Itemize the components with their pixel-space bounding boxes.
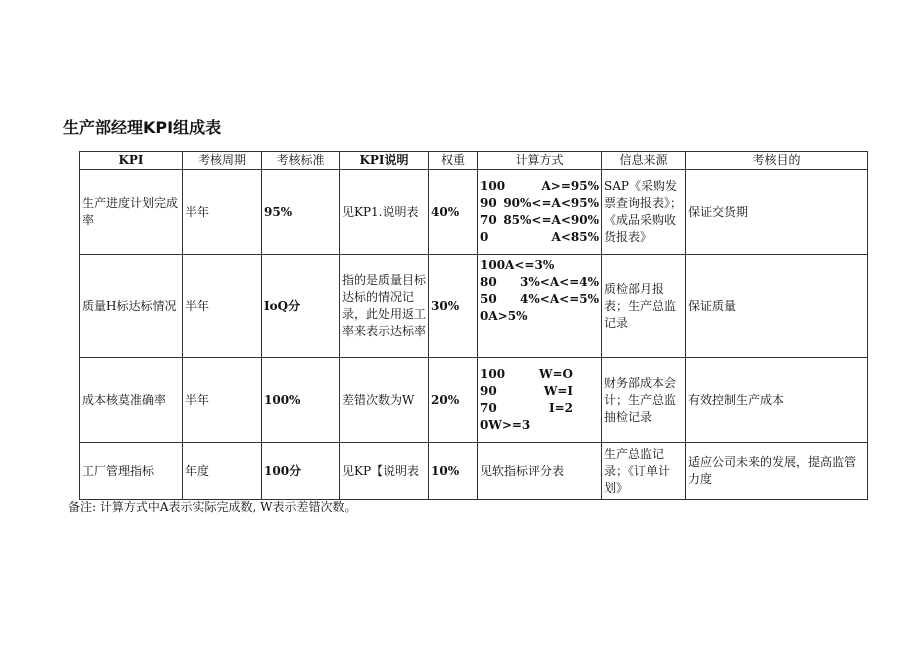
calc-line: 70 I=2 xyxy=(480,401,573,415)
kpi-table xyxy=(79,151,868,500)
kpi-name: 质量H标达标情况 xyxy=(80,255,183,358)
kpi-calc xyxy=(478,358,602,443)
kpi-weight: 10% xyxy=(429,443,478,500)
kpi-source: SAP《采购发票查询报表》；《成品采购收货报表》 xyxy=(602,170,686,255)
kpi-name: 生产进度计划完成率 xyxy=(80,170,183,255)
kpi-purpose: 有效控制生产成本 xyxy=(686,358,868,443)
kpi-desc: 见KP【说明表 xyxy=(340,443,429,500)
header-desc: KPI说明 xyxy=(340,152,429,170)
calc-line: 90 W=I xyxy=(480,384,573,398)
kpi-period: 半年 xyxy=(183,358,262,443)
kpi-standard: IoQ分 xyxy=(262,255,340,358)
calc-line: 100 A>=95% xyxy=(480,179,599,193)
header-weight: 权重 xyxy=(429,152,478,170)
kpi-calc xyxy=(478,170,602,255)
kpi-standard: 100分 xyxy=(262,443,340,500)
calc-line: 70 85%<=A<90% xyxy=(480,213,599,227)
table-row xyxy=(80,255,868,358)
kpi-source: 生产总监记录；《订单计划》 xyxy=(602,443,686,500)
calc-line: 80 3%<A<=4% xyxy=(480,275,599,289)
kpi-standard: 100% xyxy=(262,358,340,443)
kpi-name: 工厂管理指标 xyxy=(80,443,183,500)
table-row xyxy=(80,170,868,255)
kpi-weight: 20% xyxy=(429,358,478,443)
header-purpose: 考核目的 xyxy=(686,152,868,170)
kpi-weight: 40% xyxy=(429,170,478,255)
calc-line: 90 90%<=A<95% xyxy=(480,196,599,210)
kpi-source: 质检部月报表；生产总监记录 xyxy=(602,255,686,358)
kpi-weight: 30% xyxy=(429,255,478,358)
kpi-desc: 指的是质量目标达标的情况记录，此处用返工率来表示达标率 xyxy=(340,255,429,358)
header-calc: 计算方式 xyxy=(478,152,602,170)
header-row xyxy=(80,152,868,170)
kpi-period: 半年 xyxy=(183,255,262,358)
calc-line: 100A<=3% xyxy=(480,258,555,272)
kpi-desc: 差错次数为W xyxy=(340,358,429,443)
kpi-desc: 见KP1.说明表 xyxy=(340,170,429,255)
kpi-period: 年度 xyxy=(183,443,262,500)
header-standard: 考核标准 xyxy=(262,152,340,170)
kpi-calc: 见软指标评分表 xyxy=(478,443,602,500)
kpi-purpose: 适应公司未来的发展，提高监管力度 xyxy=(686,443,868,500)
header-source: 信息来源 xyxy=(602,152,686,170)
table-note: 备注: 计算方式中A表示实际完成数, W表示差错次数。 xyxy=(68,500,357,514)
header-period: 考核周期 xyxy=(183,152,262,170)
header-kpi: KPI xyxy=(80,152,183,170)
calc-line: 50 4%<A<=5% xyxy=(480,292,599,306)
page-title: 生产部经理KPI组成表 xyxy=(63,118,222,137)
kpi-purpose: 保证交货期 xyxy=(686,170,868,255)
table-row xyxy=(80,443,868,500)
kpi-name: 成本核莫准确率 xyxy=(80,358,183,443)
calc-line: 0 A<85% xyxy=(480,230,599,244)
kpi-purpose: 保证质量 xyxy=(686,255,868,358)
kpi-period: 半年 xyxy=(183,170,262,255)
table-row xyxy=(80,358,868,443)
calc-line: 0A>5% xyxy=(480,309,528,323)
calc-line: 100 W=O xyxy=(480,367,573,381)
kpi-source: 财务部成本会计；生产总监抽检记录 xyxy=(602,358,686,443)
kpi-standard: 95% xyxy=(262,170,340,255)
calc-line: 0W>=3 xyxy=(480,418,531,432)
kpi-calc xyxy=(478,255,602,358)
